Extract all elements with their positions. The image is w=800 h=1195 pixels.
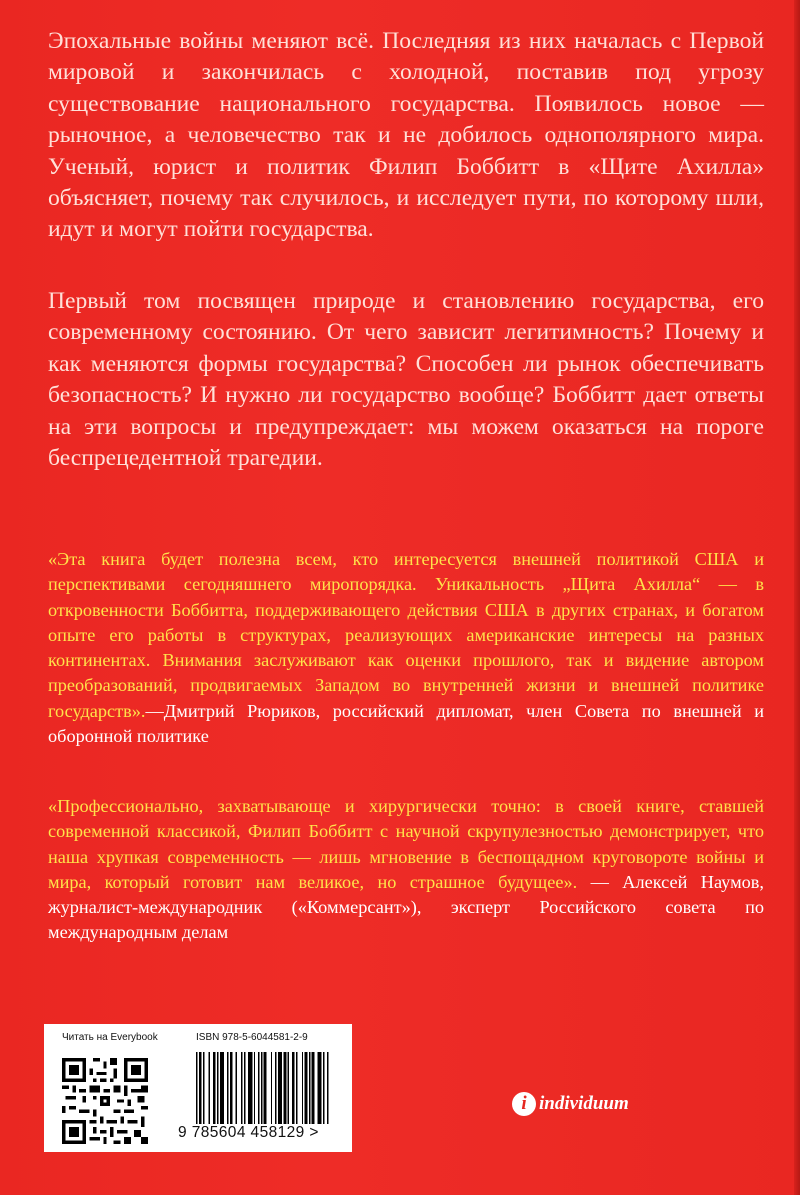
- description-paragraph-1: Эпохальные войны меняют всё. Последняя из них началась с Первой мировой и закончилась с холодной, поставив под угрозу существование национального государства. Появилось новое — рыночное, а человечество так и не добилось однополярного мира. Ученый, юрист и политик Филип Боббитт в «Щите Ахилла» объясняет, почему так случилось, и исследует пути, по которому шли, идут и могут пойти государства.: [48, 28, 764, 243]
- isbn-label: ISBN 978-5-6044581-2-9: [196, 1032, 308, 1043]
- cover-edge: [794, 0, 800, 1195]
- review-quote-2: [48, 794, 764, 946]
- isbn-box: [44, 1024, 352, 1152]
- publisher-logo: [512, 1089, 629, 1119]
- everybook-label: Читать на Everybook: [62, 1032, 158, 1043]
- review-quote-1: [48, 547, 764, 749]
- quote-text: «Профессионально, захватывающе и хирургически точно: в своей книге, ставшей современной классикой, Филип Боббитт с научной скрупулезностью демонстрирует, что наша хрупкая современность — лишь мгновение в беспощадном круговороте войны и мира, который готовит нам великое, но страшное будущее».: [48, 796, 764, 892]
- qr-code-icon[interactable]: [62, 1058, 148, 1144]
- publisher-name: individuum: [539, 1093, 629, 1114]
- description-paragraph-2: Первый том посвящен природе и становлению государства, его современному состоянию. От чего зависит легитимность? Почему и как меняются формы государства? Способен ли рынок обеспечивать безопасность? И нужно ли государство вообще? Боббитт дает ответы на эти вопросы и предупреждает: мы можем оказаться на пороге беспрецедентной трагедии.: [48, 288, 764, 472]
- barcode-digits: 9 785604 458129 >: [178, 1124, 319, 1141]
- quote-text: «Эта книга будет полезна всем, кто интересуется внешней политикой США и перспективами сегодняшнего миропорядка. Уникальность „Щита Ахилла“ — в откровенности Боббитта, поддерживающего действия США в других странах, и богатом опыте его работы в структурах, реализующих американские интересы на разных континентах. Внимания заслуживают как оценки прошлого, так и видение автором преобразований, продвигаемых Западом во внутренней жизни и внешней политике государств».: [48, 549, 764, 721]
- quote-author: — Алексей Наумов, журналист-международник («Коммерсант»), эксперт Российского совета по международным делам: [48, 871, 764, 943]
- publisher-logo-icon: i: [512, 1092, 536, 1116]
- quote-author: —Дмитрий Рюриков, российский дипломат, член Совета по внешней и оборонной политике: [48, 700, 764, 747]
- barcode-icon: [196, 1052, 330, 1124]
